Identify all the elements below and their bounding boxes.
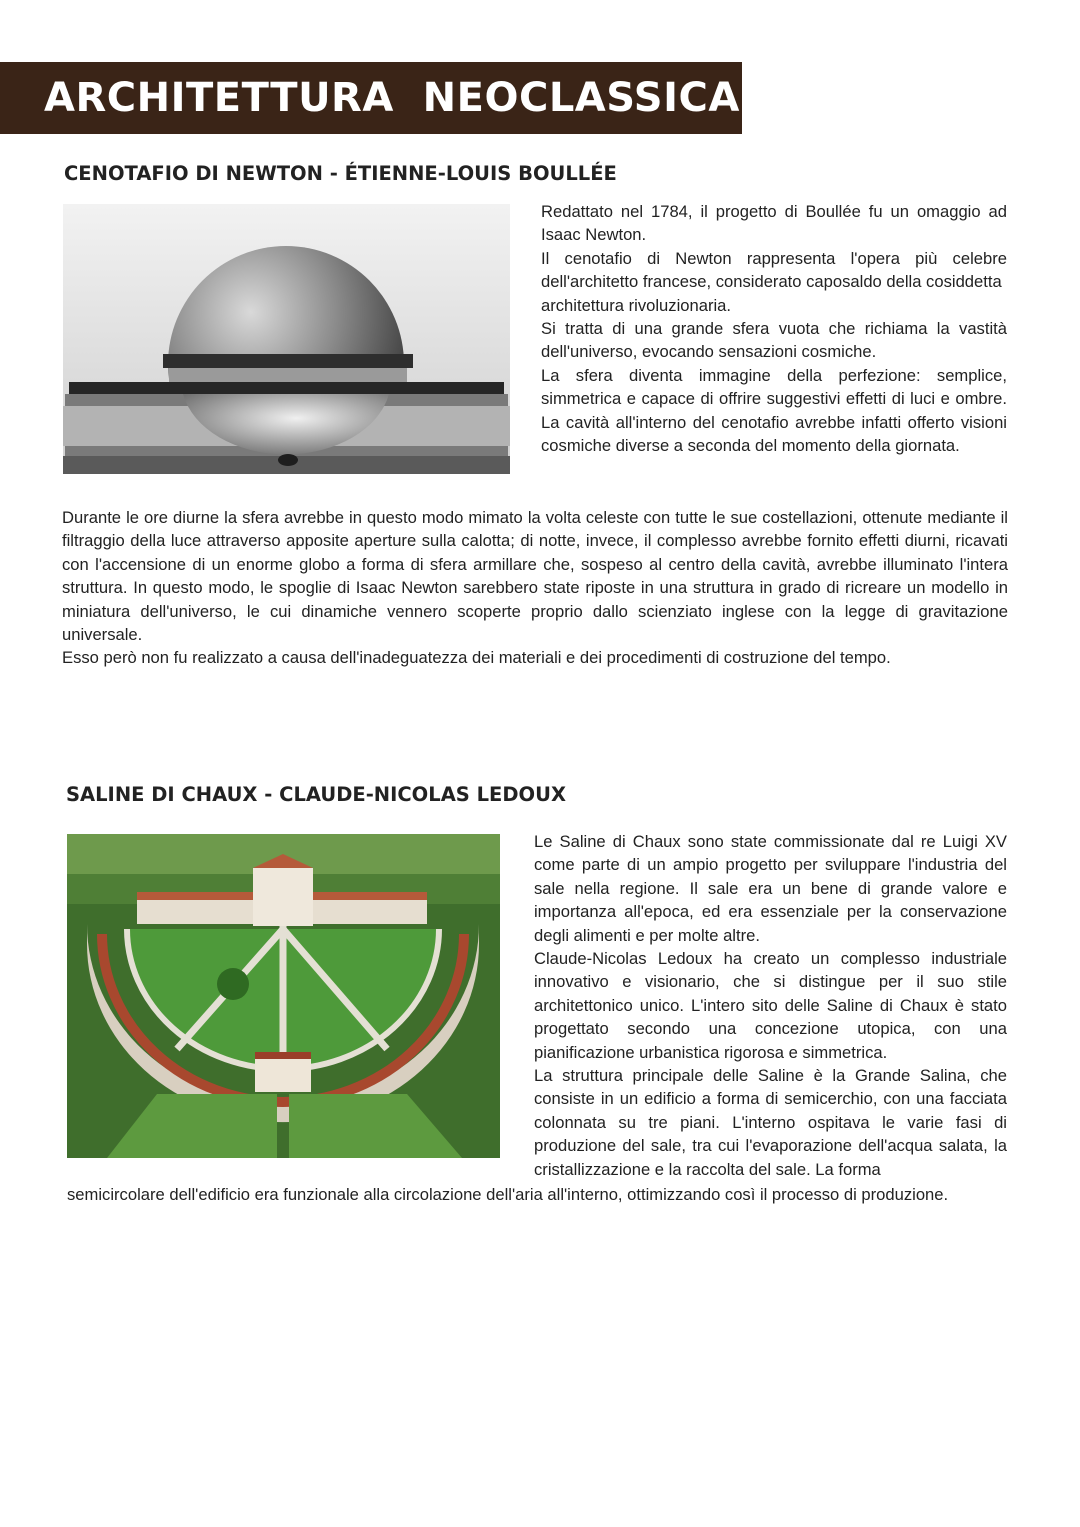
paragraph: Esso però non fu realizzato a causa dell'inadeguatezza dei materiali e dei procedimenti di costruzione del tempo. xyxy=(62,648,891,668)
paragraph: Claude-Nicolas Ledoux ha creato un complesso industriale innovativo e visionario, che si distingue per il suo stile architettonico unico. L'intero sito delle Saline di Chaux è stato progettato secondo una concezione utopica, con una pianificazione urbanistica rigorosa e simmetrica. xyxy=(534,949,1007,1062)
paragraph: Durante le ore diurne la sfera avrebbe in questo modo mimato la volta celeste con tutte le sue costellazioni, ottenute mediante il filtraggio della luce attraverso apposite aperture sulla calotta; di notte, invece, il complesso avrebbe fornito effetti diurni, ricavati con l'accensione di un enorme globo a forma di sfera armillare che, sospeso al centro della cavità, avrebbe illuminato l'intera struttura. In questo modo, le spoglie di Isaac Newton sarebbero state riposte in una struttura in grado di ricreare un modello in miniatura dell'universo, le cui dinamiche vennero scoperte proprio dallo scienziato inglese con la legge di gravitazione universale. xyxy=(62,508,1008,645)
paragraph: La struttura principale delle Saline è la Grande Salina, che consiste in un edificio a forma di semicerchio, con una facciata colonnata su tre piani. L'interno ospitava le varie fasi di produzione del sale, tra cui l'evaporazione dell'acqua salata, la cristallizzazione e la raccolta del sale. La forma xyxy=(534,1066,1007,1179)
paragraph: semicircolare dell'edificio era funzionale alla circolazione dell'aria all'interno, ottimizzando così il processo di produzione. xyxy=(67,1185,949,1204)
section-title-saline: SALINE DI CHAUX - CLAUDE-NICOLAS LEDOUX xyxy=(66,783,566,806)
cenotaph-drawing xyxy=(63,204,510,474)
cenotaph-body-text xyxy=(62,506,1008,670)
paragraph: Si tratta di una grande sfera vuota che richiama la vastità dell'universo, evocando sensazioni cosmiche. xyxy=(541,319,1007,362)
paragraph: Il cenotafio di Newton rappresenta l'opera più celebre dell'architetto francese, considerato caposaldo della cosiddetta xyxy=(541,248,1007,292)
saline-body-text xyxy=(67,1183,1008,1206)
paragraph: architettura rivoluzionaria. xyxy=(541,295,731,315)
saline-side-text xyxy=(534,830,1007,1181)
paragraph: Redattato nel 1784, il progetto di Boullée fu un omaggio ad Isaac Newton. xyxy=(541,202,1007,245)
section-title-cenotaph: CENOTAFIO DI NEWTON - ÉTIENNE-LOUIS BOULLÉE xyxy=(64,162,617,185)
saline-image xyxy=(67,834,500,1158)
saline-drawing xyxy=(67,834,500,1158)
page-title: ARCHITETTURA NEOCLASSICA xyxy=(44,75,740,121)
cenotaph-image xyxy=(63,204,510,474)
title-banner xyxy=(0,62,742,134)
cenotaph-side-text xyxy=(541,200,1007,457)
paragraph: Le Saline di Chaux sono state commissionate dal re Luigi XV come parte di un ampio progetto per sviluppare l'industria del sale nella regione. Il sale era un bene di grande valore e importanza all'epoca, ed era essenziale per la conservazione degli alimenti e per molte altre. xyxy=(534,832,1007,945)
paragraph: La sfera diventa immagine della perfezione: semplice, simmetrica e capace di offrire suggestivi effetti di luci e ombre. La cavità all'interno del cenotafio avrebbe infatti offerto visioni cosmiche diverse a seconda del momento della giornata. xyxy=(541,365,1007,456)
